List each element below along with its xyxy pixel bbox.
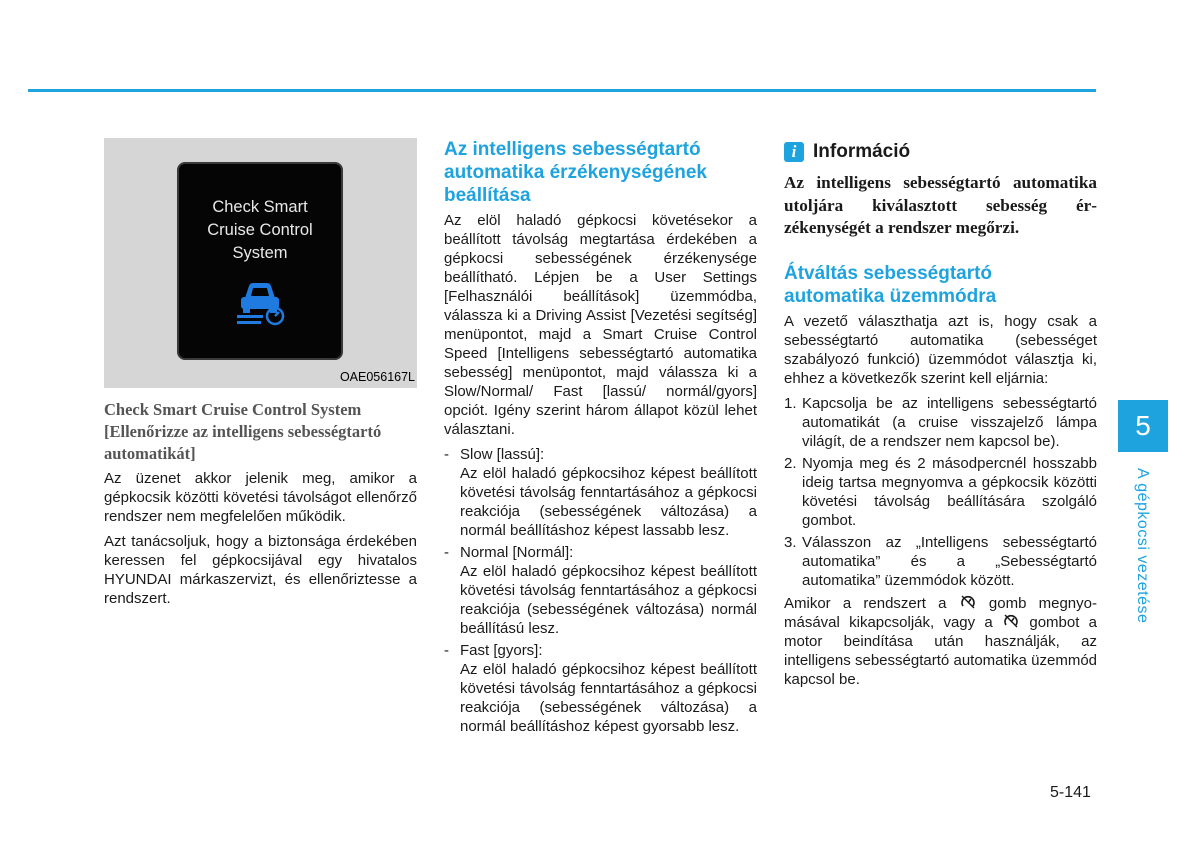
- paragraph: Az üzenet akkor jelenik meg, amikor a gépkocsik közötti követési távolságot ellenőrző rendszer nem megfelelően működik.: [104, 470, 417, 525]
- numbered-step: [784, 454, 1097, 530]
- list-label: Slow [lassú]:: [460, 446, 545, 463]
- paragraph: Az elöl haladó gépkocsi követésekor a beállított távolság megtartása érdekében a gépkocsi sebességének érzékenysége beállítható. Lépjen be a User Settings [Felhasználói beállítások] üzemmódba, válassza ki a Driving Assist [Vezetési segítség] menüpontot, majd a Smart Cruise Control Speed [Intelligens sebességtartó automatika sebesség] menüpontot, majd válassza ki a Slow/Normal/ Fast [lassú/ normál/gyors] opciót. Igény szerint három állapot közül lehet választani.: [444, 212, 757, 438]
- list-dash: -: [444, 446, 449, 463]
- list-item: [444, 543, 757, 562]
- cruise-button-icon: [1003, 613, 1019, 629]
- info-title: Információ: [813, 141, 911, 162]
- chapter-title: A gépkocsi vezetése: [1134, 468, 1151, 624]
- column-1: [104, 138, 417, 614]
- outro-part: Amikor a rendszert a: [784, 594, 947, 612]
- section-heading: Az intelligens sebességtartó automatika érzékenységének beállítása: [444, 139, 707, 206]
- step-text: Nyomja meg és 2 másodpercnél hosszabb ideig tartsa megnyomva a gépkocsik közötti követési távolság beállítására szolgáló gombot.: [802, 454, 1097, 529]
- step-text: Válasszon az „Intelligens sebességtartó automatika” és a „Sebességtartó automatika” üzemmódok között.: [802, 533, 1097, 589]
- numbered-step: [784, 394, 1097, 451]
- chapter-tab: 5: [1118, 400, 1168, 452]
- info-header: [784, 141, 1097, 163]
- numbered-step: [784, 533, 1097, 590]
- step-number: 1.: [784, 394, 797, 412]
- step-number: 3.: [784, 533, 797, 551]
- list-item: [444, 641, 757, 660]
- figure: [104, 138, 417, 388]
- outro-part: gomb megnyomásával kikapcsolják, vagy a: [784, 594, 1097, 631]
- list-label: Fast [gyors]:: [460, 642, 543, 659]
- cluster-display: [177, 162, 343, 360]
- list-description: Az elöl haladó gépkocsihoz képest beállított követési távolság fenntartásához a gépkocsi reakciója (sebességének változása) normál beállítású lesz.: [460, 563, 757, 637]
- display-message: Check Smart Cruise Control System: [207, 198, 313, 262]
- list-dash: -: [444, 642, 449, 659]
- info-icon: i: [784, 142, 804, 162]
- section-heading: Átváltás sebességtartó automatika üzemmódra: [784, 262, 997, 307]
- top-rule: [28, 89, 1096, 92]
- car-cruise-warning-icon: [235, 278, 287, 326]
- list-item: [444, 445, 757, 464]
- info-text: Az intelligens sebességtartó automatika utoljára kiválasztott sebesség érzékenységét a rendszer megőrzi.: [784, 173, 1097, 237]
- paragraph: [784, 594, 1097, 689]
- step-number: 2.: [784, 454, 797, 472]
- list-description: Az elöl haladó gépkocsihoz képest beállított követési távolság fenntartásához a gépkocsi reakciója (sebességének változása) a normál beállításhoz képest gyorsabb lesz.: [460, 661, 757, 735]
- list-label: Normal [Normál]:: [460, 544, 574, 561]
- list-dash: -: [444, 544, 449, 561]
- list-description: Az elöl haladó gépkocsihoz képest beállított követési távolság fenntartásához a gépkocsi reakciója (sebességének változása) a normál beállításhoz képest lassabb lesz.: [460, 465, 757, 539]
- figure-caption: Check Smart Cruise Control System [Ellenőrizze az intelligens sebességtartó automatikát]: [104, 400, 382, 463]
- column-3: [784, 138, 1097, 695]
- step-text: Kapcsolja be az intelligens sebességtartó automatikát (a cruise visszajelző lámpa világít, de a rendszer nem kapcsol be).: [802, 394, 1097, 450]
- cruise-button-icon: [960, 594, 976, 610]
- outro-part: gombot a motor beindítása után használják, az intelligens sebességtartó automatika üzemmód kapcsol be.: [784, 613, 1098, 688]
- paragraph: A vezető választhatja azt is, hogy csak a sebességtartó automatika (sebességet szabályozó funkció) üzemmódot választja ki, ehhez a következők szerint kell eljárnia:: [784, 312, 1097, 387]
- figure-code: OAE056167L: [339, 370, 415, 384]
- paragraph: Azt tanácsoljuk, hogy a biztonsága érdekében keressen fel gépkocsijával egy hivatalos HYUNDAI márkaszervizt, és ellenőriztesse a rendszert.: [104, 533, 417, 607]
- column-2: [444, 138, 757, 739]
- page-number: 5-141: [1050, 784, 1091, 801]
